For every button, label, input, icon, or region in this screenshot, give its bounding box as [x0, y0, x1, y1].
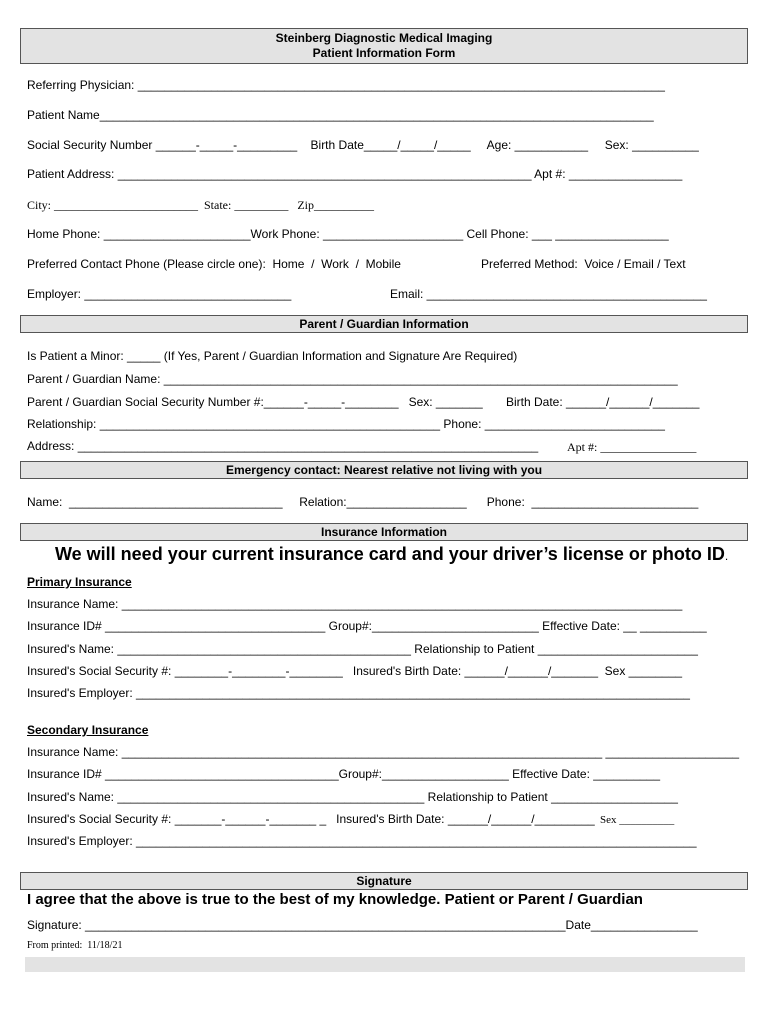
- patient-address-field[interactable]: Patient Address: ______________________________________________________________ Apt #: _________________: [27, 167, 683, 181]
- secondary-insurance-id-row[interactable]: Insurance ID# ___________________________________Group#:___________________ Effective Date: __________: [27, 767, 661, 781]
- primary-insured-employer[interactable]: Insured's Employer: ___________________________________________________________________________________: [27, 686, 690, 700]
- secondary-insured-sex[interactable]: Sex __________: [600, 814, 675, 826]
- minor-question[interactable]: Is Patient a Minor: _____ (If Yes, Parent / Guardian Information and Signature Are Required): [27, 349, 518, 363]
- primary-insured-ssn-row[interactable]: Insured's Social Security #: ________-________-________ Insured's Birth Date: ______/______/_______ Sex ________: [27, 664, 683, 678]
- primary-insurance-id-row[interactable]: Insurance ID# _________________________________ Group#:_________________________ Effective Date: __ __________: [27, 619, 707, 633]
- secondary-insured-employer[interactable]: Insured's Employer: ____________________________________________________________________________________: [27, 834, 697, 848]
- clinic-name: Steinberg Diagnostic Medical Imaging: [275, 31, 493, 45]
- primary-insurance-title: Primary Insurance: [27, 575, 132, 589]
- form-header: [20, 28, 748, 64]
- insurance-section-heading: Insurance Information: [20, 523, 748, 541]
- guardian-address-field[interactable]: Address: _____________________________________________________________________: [27, 439, 539, 453]
- signature-date-row[interactable]: Signature: ________________________________________________________________________Date________________: [27, 918, 698, 932]
- agreement-statement: I agree that the above is true to the best of my knowledge. Patient or Parent / Guardian: [27, 891, 643, 908]
- footer-bar: [25, 957, 745, 972]
- employer-field[interactable]: Employer: _______________________________: [27, 287, 292, 301]
- preferred-contact-phone[interactable]: Preferred Contact Phone (Please circle one): Home / Work / Mobile: [27, 257, 401, 271]
- insurance-notice: [55, 544, 728, 565]
- preferred-method[interactable]: Preferred Method: Voice / Email / Text: [481, 257, 686, 271]
- secondary-insured-ssn-row[interactable]: Insured's Social Security #: _______-______-_______ _ Insured's Birth Date: ______/______/_________: [27, 812, 595, 826]
- patient-name-field[interactable]: Patient Name___________________________________________________________________________________: [27, 108, 654, 122]
- secondary-insurance-title: Secondary Insurance: [27, 723, 149, 737]
- guardian-relationship-row[interactable]: Relationship: ___________________________________________________ Phone: ___________________________: [27, 417, 665, 431]
- printed-date: From printed: 11/18/21: [27, 940, 123, 951]
- insurance-notice-period: .: [724, 549, 729, 563]
- email-field[interactable]: Email: __________________________________________: [390, 287, 707, 301]
- guardian-section-heading: Parent / Guardian Information: [20, 315, 748, 333]
- primary-insurance-name[interactable]: Insurance Name: ____________________________________________________________________________________: [27, 597, 683, 611]
- secondary-insured-name-row[interactable]: Insured's Name: ______________________________________________ Relationship to Patient ___________________: [27, 790, 678, 804]
- emergency-section-heading: Emergency contact: Nearest relative not living with you: [20, 461, 748, 479]
- city-state-zip-row[interactable]: City: ________________________ State: _________ Zip__________: [27, 198, 374, 212]
- primary-insured-name-row[interactable]: Insured's Name: ____________________________________________ Relationship to Patient ________________________: [27, 642, 698, 656]
- emergency-contact-row[interactable]: Name: ________________________________ Relation:__________________ Phone: _________________________: [27, 495, 699, 509]
- insurance-notice-text: We will need your current insurance card and your driver’s license or photo ID: [55, 544, 725, 564]
- guardian-apt-field[interactable]: Apt #: ________________: [567, 440, 697, 454]
- guardian-ssn-row[interactable]: Parent / Guardian Social Security Number #:______-_____-________ Sex: _______ Birth Date: ______/______/_______: [27, 395, 700, 409]
- form-title: Patient Information Form: [312, 46, 456, 60]
- referring-physician-field[interactable]: Referring Physician: _______________________________________________________________________________: [27, 78, 665, 92]
- patient-ssn-row[interactable]: Social Security Number ______-_____-_________ Birth Date_____/_____/_____ Age: ___________ Sex: __________: [27, 138, 699, 152]
- secondary-insurance-name[interactable]: Insurance Name: ________________________________________________________________________ ____________________: [27, 745, 740, 759]
- signature-section-heading: Signature: [20, 872, 748, 890]
- guardian-name-field[interactable]: Parent / Guardian Name: _____________________________________________________________________________: [27, 372, 678, 386]
- phones-row[interactable]: Home Phone: ______________________Work Phone: _____________________ Cell Phone: ___ _________________: [27, 227, 669, 241]
